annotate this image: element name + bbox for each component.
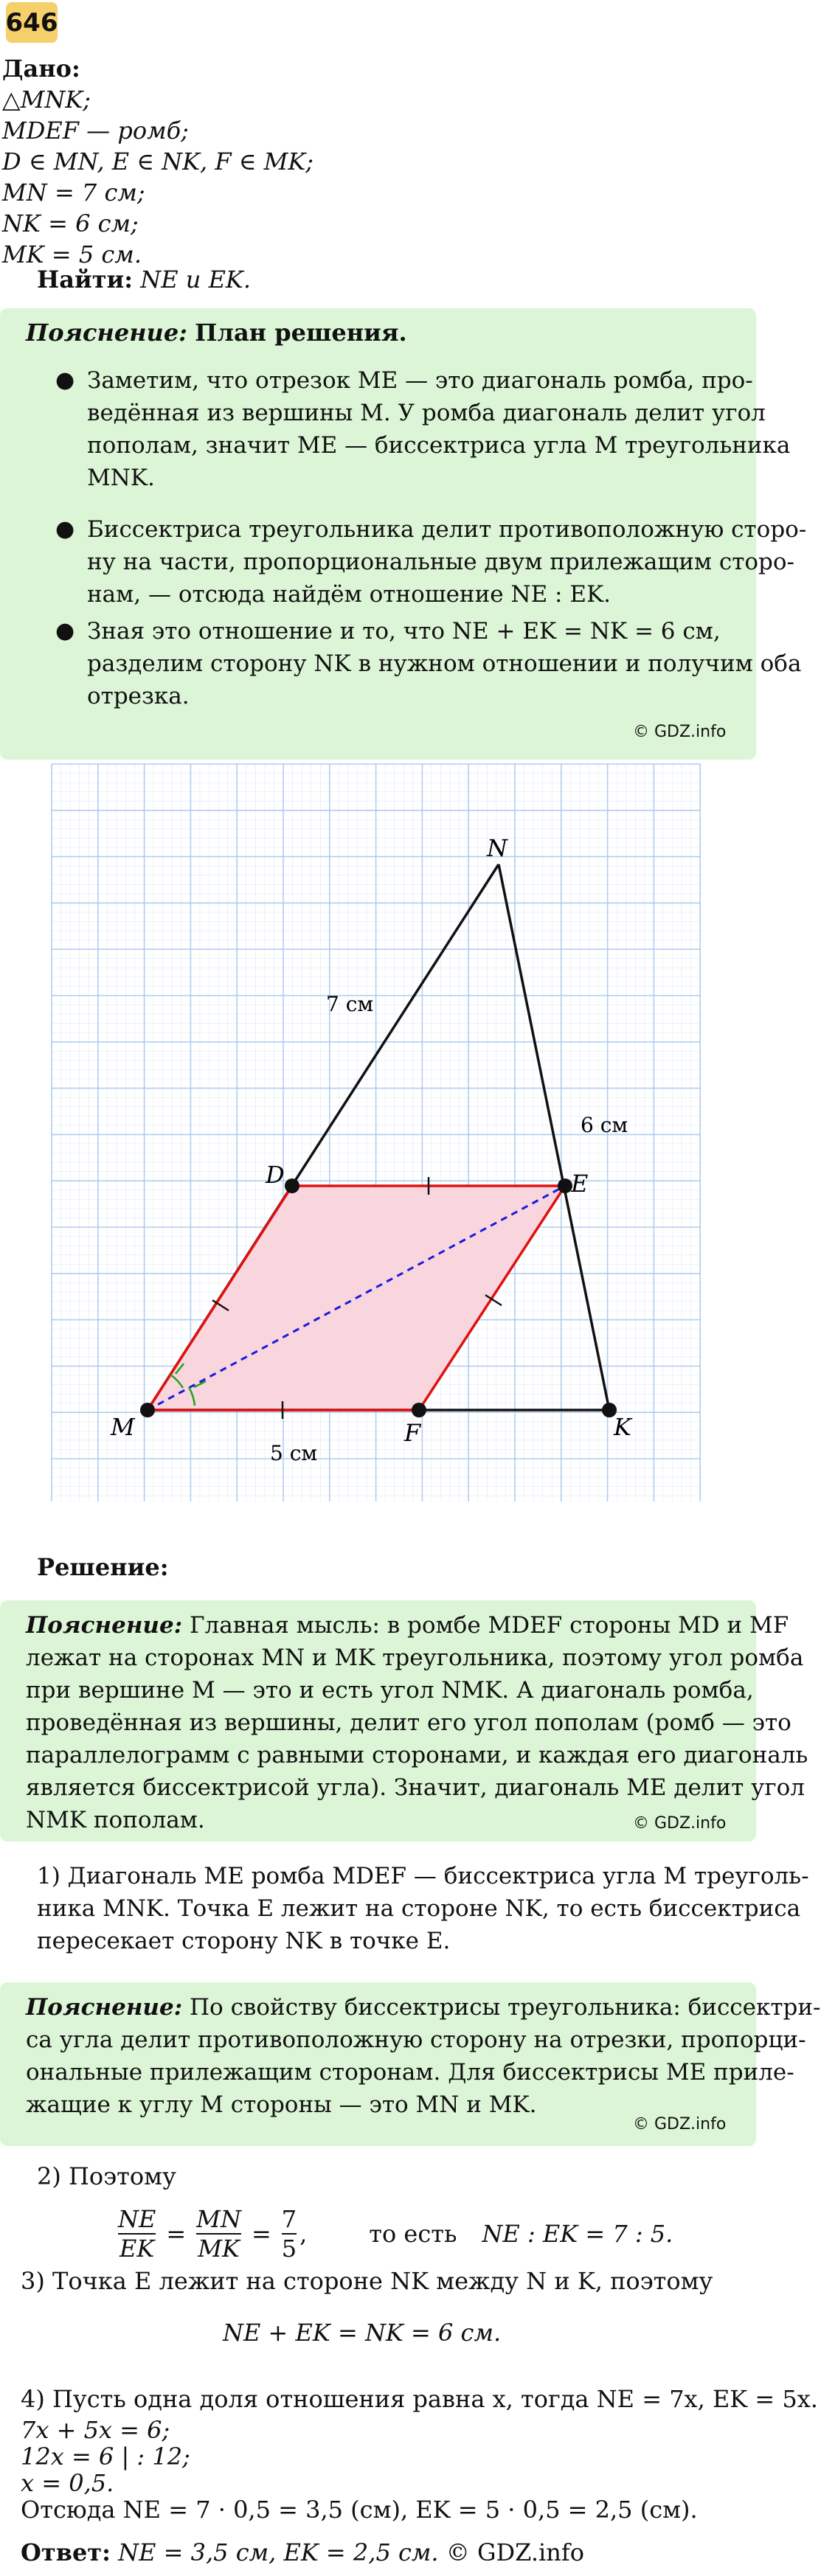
fraction-denominator: 5 [281, 2235, 297, 2263]
plan-bullet [87, 615, 801, 712]
label-m: M [111, 1413, 135, 1441]
step-line: 1) Диагональ ME ромба MDEF — биссектриса угла M треуголь- [37, 1863, 809, 1889]
equals-sign: = [166, 2220, 187, 2248]
fraction-denominator: EK [119, 2235, 155, 2263]
label-d: D [266, 1161, 285, 1189]
given-line: MK = 5 см. [2, 240, 142, 268]
fraction-numerator: 7 [281, 2205, 297, 2233]
explanation-box [0, 1982, 821, 2146]
plan-bullet-line: отрезка. [87, 683, 190, 709]
bullet-icon: ● [55, 618, 75, 644]
plan-bullet-line: MNK. [87, 465, 155, 491]
label-side-mn: 7 см [326, 992, 374, 1016]
explanation-label: Пояснение: [26, 1994, 183, 2021]
explanation-line: NMK пополам. [26, 1807, 205, 1833]
explanation-line: ональные прилежащим сторонам. Для биссектрисы ME приле- [26, 2059, 794, 2086]
plan-box [0, 308, 807, 760]
given-title: Дано: [2, 55, 80, 83]
plan-bullet-line: Биссектриса треугольника делит противоположную сторо- [87, 516, 807, 543]
explanation-text [26, 1991, 821, 2121]
plan-bullet-line: разделим сторону NK в нужном отношении и получим оба [87, 650, 802, 677]
find-line [37, 264, 251, 296]
step-2-formula [118, 2205, 673, 2263]
step-1 [37, 1860, 809, 1957]
explanation-line: является биссектрисой угла). Значит, диагональ ME делит угол [26, 1774, 805, 1801]
given-line: MDEF — ромб; [2, 117, 189, 145]
step-line: ника MNK. Точка E лежит на стороне NK, то есть биссектриса [37, 1895, 801, 1922]
solution-title: Решение: [37, 1553, 169, 1581]
find-label: Найти: [37, 265, 134, 294]
plan-bullet [87, 364, 790, 494]
given-line: MN = 7 см; [2, 178, 145, 206]
explanation-line [26, 1991, 821, 2024]
given-line: D ∈ MN, E ∈ NK, F ∈ MK; [2, 147, 314, 176]
given-line: NK = 6 см; [2, 209, 139, 237]
step-3-formula: NE + EK = NK = 6 см. [223, 2319, 502, 2347]
copyright: © GDZ.info [633, 2115, 727, 2134]
step-line: пересекает сторону NK в точке E. [37, 1928, 451, 1954]
copyright: © GDZ.info [633, 1814, 727, 1833]
step-3-line: 3) Точка E лежит на стороне NK между N и K, поэтому [21, 2267, 713, 2295]
given-line: △MNK; [2, 86, 91, 114]
label-side-nk: 6 см [581, 1113, 628, 1137]
explanation-line [26, 1609, 808, 1642]
answer-copyright: © GDZ.info [446, 2538, 584, 2566]
vertex-d [285, 1178, 299, 1193]
fraction-mn-mk [196, 2205, 241, 2263]
step-4-line: 12x = 6 | : 12; [21, 2443, 190, 2471]
answer-label: Ответ: [21, 2538, 111, 2566]
label-f: F [404, 1419, 421, 1447]
explanation-line: са угла делит противоположную сторону на отрезки, пропорци- [26, 2027, 806, 2053]
label-k: K [614, 1413, 631, 1441]
comma: , [299, 2220, 308, 2248]
fraction-7-5 [282, 2205, 297, 2263]
vertex-f [412, 1403, 426, 1417]
step-4-line: 4) Пусть одна доля отношения равна x, тогда NE = 7x, EK = 5x. [21, 2385, 818, 2413]
fraction-denominator: MK [198, 2235, 240, 2263]
explanation-line: лежат на сторонах MN и MK треугольника, поэтому угол ромба [26, 1645, 804, 1671]
vertex-m [140, 1403, 155, 1417]
step-4-line: 7x + 5x = 6; [21, 2416, 170, 2444]
answer-text: NE = 3,5 см, EK = 2,5 см. [118, 2538, 439, 2566]
fraction-ne-ek [118, 2205, 156, 2263]
vertex-e [558, 1178, 572, 1193]
fraction-numerator: MN [196, 2205, 241, 2233]
equals-sign: = [251, 2220, 271, 2248]
plan-bullet-line: Заметим, что отрезок ME — это диагональ ромба, про- [87, 367, 753, 394]
label-side-mk: 5 см [270, 1441, 318, 1465]
label-e: E [571, 1170, 589, 1198]
explanation-text [26, 1609, 808, 1836]
explanation-label: Пояснение: [26, 1612, 183, 1639]
task-number-badge: 646 [6, 2, 58, 43]
copyright: © GDZ.info [633, 723, 727, 741]
plan-bullet [87, 513, 806, 611]
label-n: N [487, 834, 508, 862]
explanation-box [0, 1600, 808, 1841]
plan-heading [26, 317, 407, 349]
then-text: то есть [369, 2220, 457, 2248]
explanation-line: проведённая из вершины, делит его угол пополам (ромб — это [26, 1709, 791, 1736]
bullet-icon: ● [55, 516, 75, 542]
explanation-line-text: Главная мысль: в ромбе MDEF стороны MD и MF [190, 1612, 789, 1639]
step-2-label: 2) Поэтому [37, 2162, 176, 2190]
explanation-line: параллелограмм с равными сторонами, и каждая его диагональ [26, 1742, 808, 1768]
fraction-numerator: NE [118, 2205, 156, 2233]
plan-bullet-line: Зная это отношение и то, что NE + EK = NK = 6 см, [87, 618, 721, 645]
plan-bullet-line: ведённая из вершины M. У ромба диагональ делит угол [87, 400, 766, 426]
answer-line [21, 2537, 584, 2569]
step-4-line: Отсюда NE = 7 · 0,5 = 3,5 (см), EK = 5 · 0,5 = 2,5 (см). [21, 2496, 698, 2524]
geometry-figure [52, 764, 701, 1509]
bullet-icon: ● [55, 367, 75, 393]
step-4-line: x = 0,5. [21, 2469, 114, 2497]
explanation-line: при вершине M — это и есть угол NMK. А диагональ ромба, [26, 1677, 754, 1704]
explanation-line: жащие к углу M стороны — это MN и MK. [26, 2091, 537, 2118]
plan-heading-label: Пояснение: [26, 319, 187, 347]
ratio-text: NE : EK = 7 : 5. [482, 2220, 673, 2248]
explanation-line-text: По свойству биссектрисы треугольника: биссектри- [190, 1994, 821, 2021]
plan-bullet-line: ну на части, пропорциональные двум прилежащим сторо- [87, 549, 795, 575]
plan-bullet-line: нам, — отсюда найдём отношение NE : EK. [87, 581, 611, 608]
plan-bullet-line: пополам, значит ME — биссектриса угла M треугольника [87, 432, 791, 459]
find-value: NE и EK. [140, 265, 251, 294]
plan-heading-text: План решения. [195, 319, 407, 347]
